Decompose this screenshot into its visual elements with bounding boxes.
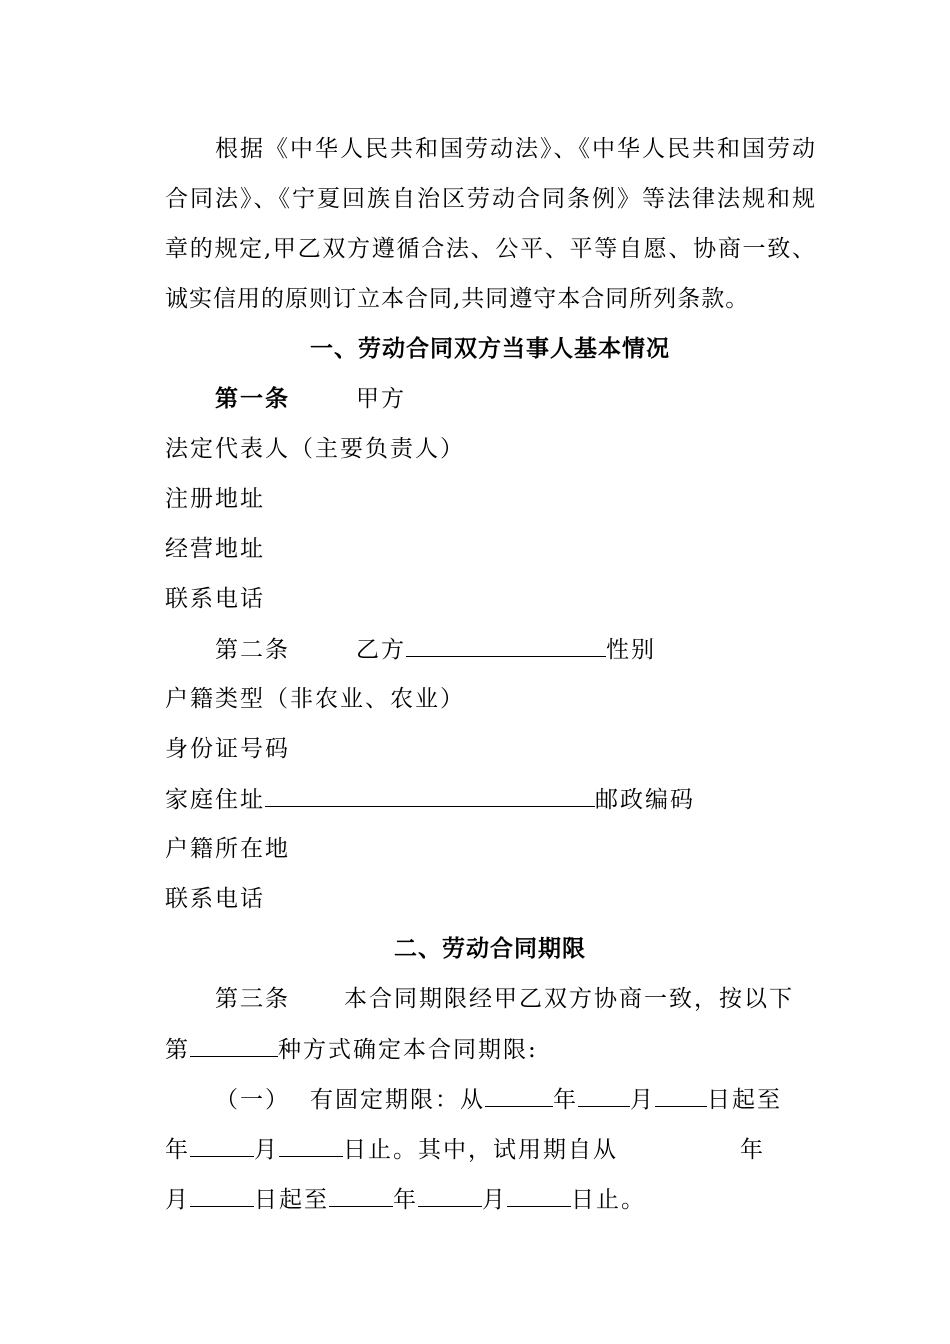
intro-line-1: 根据《中华人民共和国劳动法》、《中华人民共和国劳动 <box>215 136 815 162</box>
legal-representative-label: 法定代表人（主要负责人） <box>165 436 465 462</box>
start-month-blank[interactable] <box>578 1082 630 1107</box>
article-2-label: 第二条 <box>215 637 290 663</box>
term-method-row <box>165 1032 815 1067</box>
year-unit: 年 <box>553 1087 578 1113</box>
id-number-label: 身份证号码 <box>165 736 290 762</box>
article-1-party: 甲方 <box>356 386 406 412</box>
year-unit: 年 <box>740 1137 765 1163</box>
fixed-term-label: （一） <box>215 1087 290 1113</box>
probation-row <box>165 1182 815 1217</box>
home-address-blank[interactable] <box>265 782 595 807</box>
article-3-row <box>215 982 815 1016</box>
article-3-label: 第三条 <box>215 986 290 1012</box>
section-2-title: 二、劳动合同期限 <box>394 936 586 962</box>
intro-line-2: 合同法》、《宁夏回族自治区劳动合同条例》等法律法规和规 <box>165 186 815 212</box>
year-unit: 年 <box>165 1137 190 1163</box>
article-1-label: 第一条 <box>215 386 290 412</box>
party-b-phone-label: 联系电话 <box>165 886 265 912</box>
business-address-label: 经营地址 <box>165 536 265 562</box>
hukou-location-label: 户籍所在地 <box>165 836 290 862</box>
intro-line-3: 章的规定,甲乙双方遵循合法、公平、平等自愿、协商一致、 <box>165 236 815 262</box>
term-method-prefix: 第 <box>165 1037 190 1063</box>
article-2-party: 乙方 <box>356 637 406 663</box>
end-date-row <box>165 1132 815 1167</box>
month-unit: 月 <box>165 1187 190 1213</box>
probation-end-month-blank[interactable] <box>418 1182 482 1207</box>
end-day-blank[interactable] <box>279 1132 343 1157</box>
probation-start-day-blank[interactable] <box>190 1182 254 1207</box>
fixed-term-row <box>215 1082 815 1117</box>
article-1-row <box>215 382 865 416</box>
day-from-unit: 日起至 <box>707 1087 782 1113</box>
year-unit: 年 <box>393 1187 418 1213</box>
probation-start-text: 日止。其中，试用期自从 <box>343 1137 618 1163</box>
start-day-blank[interactable] <box>655 1082 707 1107</box>
home-address-row <box>165 782 815 817</box>
month-unit: 月 <box>254 1137 279 1163</box>
term-method-blank[interactable] <box>190 1032 278 1057</box>
section-1-title: 一、劳动合同双方当事人基本情况 <box>310 336 670 362</box>
month-unit: 月 <box>482 1187 507 1213</box>
fixed-term-text: 有固定期限：从 <box>310 1087 485 1113</box>
probation-end-day-blank[interactable] <box>507 1182 571 1207</box>
day-from-unit: 日起至 <box>254 1187 329 1213</box>
article-2-row <box>215 632 865 667</box>
postal-code-label: 邮政编码 <box>595 787 695 813</box>
probation-end-year-blank[interactable] <box>329 1182 393 1207</box>
end-month-blank[interactable] <box>190 1132 254 1157</box>
hukou-type-label: 户籍类型（非农业、农业） <box>165 686 465 712</box>
party-a-phone-label: 联系电话 <box>165 586 265 612</box>
start-year-blank[interactable] <box>485 1082 553 1107</box>
intro-line-4: 诚实信用的原则订立本合同,共同遵守本合同所列条款。 <box>165 286 750 312</box>
month-unit: 月 <box>630 1087 655 1113</box>
article-3-text: 本合同期限经甲乙双方协商一致，按以下 <box>344 986 794 1012</box>
home-address-label: 家庭住址 <box>165 787 265 813</box>
term-method-suffix: 种方式确定本合同期限: <box>278 1037 538 1063</box>
probation-end-text: 日止。 <box>571 1187 646 1213</box>
gender-label: 性别 <box>606 637 656 663</box>
party-b-name-blank[interactable] <box>406 632 606 657</box>
registered-address-label: 注册地址 <box>165 486 265 512</box>
